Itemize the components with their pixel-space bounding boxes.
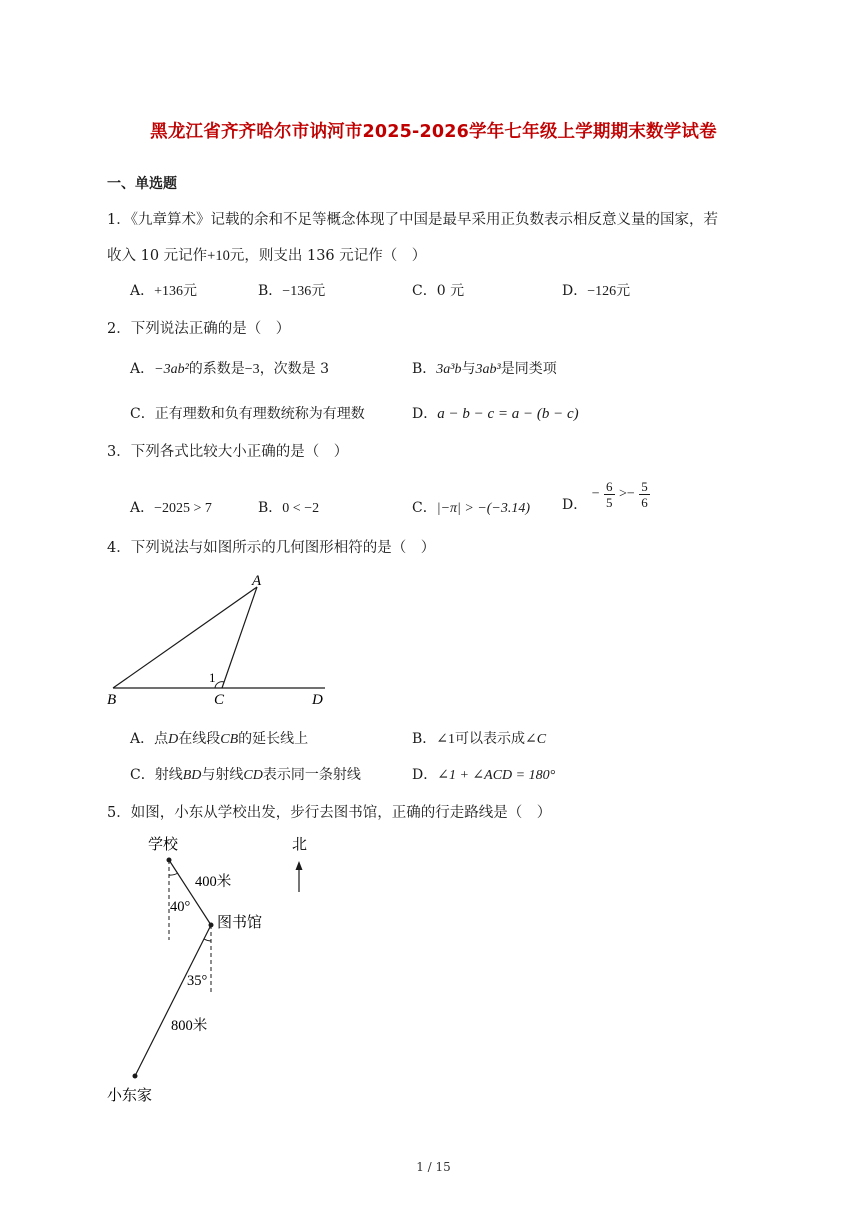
option-label: B． (412, 731, 437, 747)
fraction (604, 480, 615, 509)
option-label: A． (130, 361, 155, 377)
numerator: 6 (606, 479, 613, 494)
label-angle-35: 35° (187, 973, 208, 989)
option-text: 正有理数和负有理数统称为有理数 (154, 406, 365, 422)
page-number: 1 / 15 (416, 1160, 451, 1174)
north-arrow-icon (296, 861, 303, 870)
option-math: +136 (154, 284, 184, 299)
option-math: D (168, 732, 179, 747)
option-math: −136 (282, 284, 312, 299)
angle-arc-35 (204, 939, 211, 941)
q4-option-c (130, 764, 361, 784)
q4-option-b (412, 728, 546, 748)
option-label: C． (412, 283, 437, 299)
option-math: 0 < −2 (282, 501, 320, 516)
option-label: D． (412, 767, 438, 783)
q5-stem: 5．如图，小东从学校出发，步行去图书馆，正确的行走路线是（ ） (107, 805, 552, 821)
label-school: 学校 (148, 837, 179, 853)
label-library: 图书馆 (217, 915, 263, 931)
label-north: 北 (292, 837, 308, 853)
option-math: −3 (244, 362, 260, 377)
label-distance-400: 400米 (195, 874, 232, 890)
option-label: D． (562, 283, 588, 299)
q3-option-d (562, 479, 650, 513)
q4-option-a (130, 728, 308, 748)
label-home: 小东家 (107, 1088, 153, 1104)
option-text: 与射线 (201, 767, 244, 783)
option-math: ∠1 (436, 732, 456, 747)
q3-option-b (258, 497, 319, 517)
q2-option-a (130, 358, 329, 378)
option-text: 可以表示成 (455, 731, 526, 747)
option-unit: 元 (616, 283, 631, 299)
option-text: 在线段 (178, 731, 221, 747)
option-label: D． (412, 406, 438, 422)
option-math: − (591, 486, 600, 502)
option-text: 与 (461, 361, 476, 377)
label-d: D (312, 692, 323, 708)
option-math: ∠1 + ∠ACD = 180° (437, 768, 556, 783)
q2-option-b (412, 358, 557, 378)
option-math: a − b − c = a − (b − c) (437, 406, 579, 422)
numerator: 5 (641, 479, 648, 494)
option-math: BD (182, 768, 202, 783)
home-point (133, 1074, 138, 1079)
option-text: 的系数是 (188, 361, 245, 377)
option-label: B． (258, 283, 283, 299)
option-text: 的延长线上 (238, 731, 309, 747)
option-label: B． (258, 500, 283, 516)
q1-stem-line2-post: 元，则支出 136 元记作（ ） (229, 248, 427, 264)
option-text: 0 元 (436, 283, 465, 299)
label-b: B (107, 692, 117, 708)
segment-library-home (135, 925, 211, 1076)
option-math: ∠C (525, 732, 547, 747)
option-math: −2025 > 7 (154, 501, 212, 516)
label-angle-40: 40° (170, 899, 191, 915)
page-title: 黑龙江省齐齐哈尔市讷河市2025-2026学年七年级上学期期末数学试卷 (150, 122, 717, 142)
q3-option-c (412, 497, 530, 517)
q4-option-d (412, 764, 555, 784)
segment-ab (113, 587, 257, 688)
option-text: 射线 (154, 767, 183, 783)
q5-route-figure (100, 828, 340, 1118)
q4-triangle-figure (100, 565, 340, 715)
section-heading: 一、单选题 (107, 176, 177, 192)
option-label: A． (130, 500, 155, 516)
option-label: C． (130, 767, 155, 783)
option-text: 表示同一条射线 (262, 767, 361, 783)
q1-option-b (258, 280, 325, 300)
option-label: C． (130, 406, 155, 422)
q2-option-c (130, 403, 365, 423)
option-unit: 元 (183, 283, 198, 299)
q1-option-a (130, 280, 197, 300)
q1-option-d (562, 280, 630, 300)
q1-stem-line2-pre: 收入 10 元记作 (107, 248, 208, 264)
segment-school-library (169, 860, 211, 925)
label-c: C (214, 692, 225, 708)
option-math: −126 (587, 284, 617, 299)
option-math: 3a³b (436, 362, 462, 377)
option-math: |−π| > −(−3.14) (436, 501, 531, 516)
option-label: A． (130, 283, 155, 299)
q2-option-d (412, 403, 579, 423)
option-label: B． (412, 361, 437, 377)
option-text: 是同类项 (500, 361, 557, 377)
option-math: 3ab³ (475, 362, 501, 377)
option-math: CD (243, 768, 263, 783)
option-label: C． (412, 500, 437, 516)
option-text: 点 (154, 731, 169, 747)
angle-arc-40 (169, 873, 178, 875)
option-label: A． (130, 731, 155, 747)
option-math: CB (220, 732, 239, 747)
q1-option-c (412, 280, 464, 300)
q4-stem: 4．下列说法与如图所示的几何图形相符的是（ ） (107, 540, 436, 556)
q1-stem-math: +10 (207, 248, 230, 264)
option-label: D． (562, 496, 588, 513)
q2-stem: 2．下列说法正确的是（ ） (107, 321, 291, 337)
segment-ac (222, 587, 257, 688)
q3-stem: 3．下列各式比较大小正确的是（ ） (107, 444, 349, 460)
fraction (639, 480, 650, 509)
option-text: ，次数是 3 (259, 361, 330, 377)
q1-stem-line2 (107, 244, 426, 265)
q1-stem-line1: 1．《九章算术》记载的余和不足等概念体现了中国是最早采用正负数表示相反意义量的国家，若 (107, 212, 718, 228)
label-a: A (252, 573, 262, 589)
option-math: −3ab² (154, 362, 189, 377)
label-distance-800: 800米 (171, 1018, 208, 1034)
option-unit: 元 (311, 283, 326, 299)
denominator: 6 (641, 495, 648, 510)
denominator: 5 (606, 495, 613, 510)
option-math: >− (619, 486, 635, 502)
q3-option-a (130, 497, 212, 517)
label-angle-1: 1 (209, 670, 216, 685)
